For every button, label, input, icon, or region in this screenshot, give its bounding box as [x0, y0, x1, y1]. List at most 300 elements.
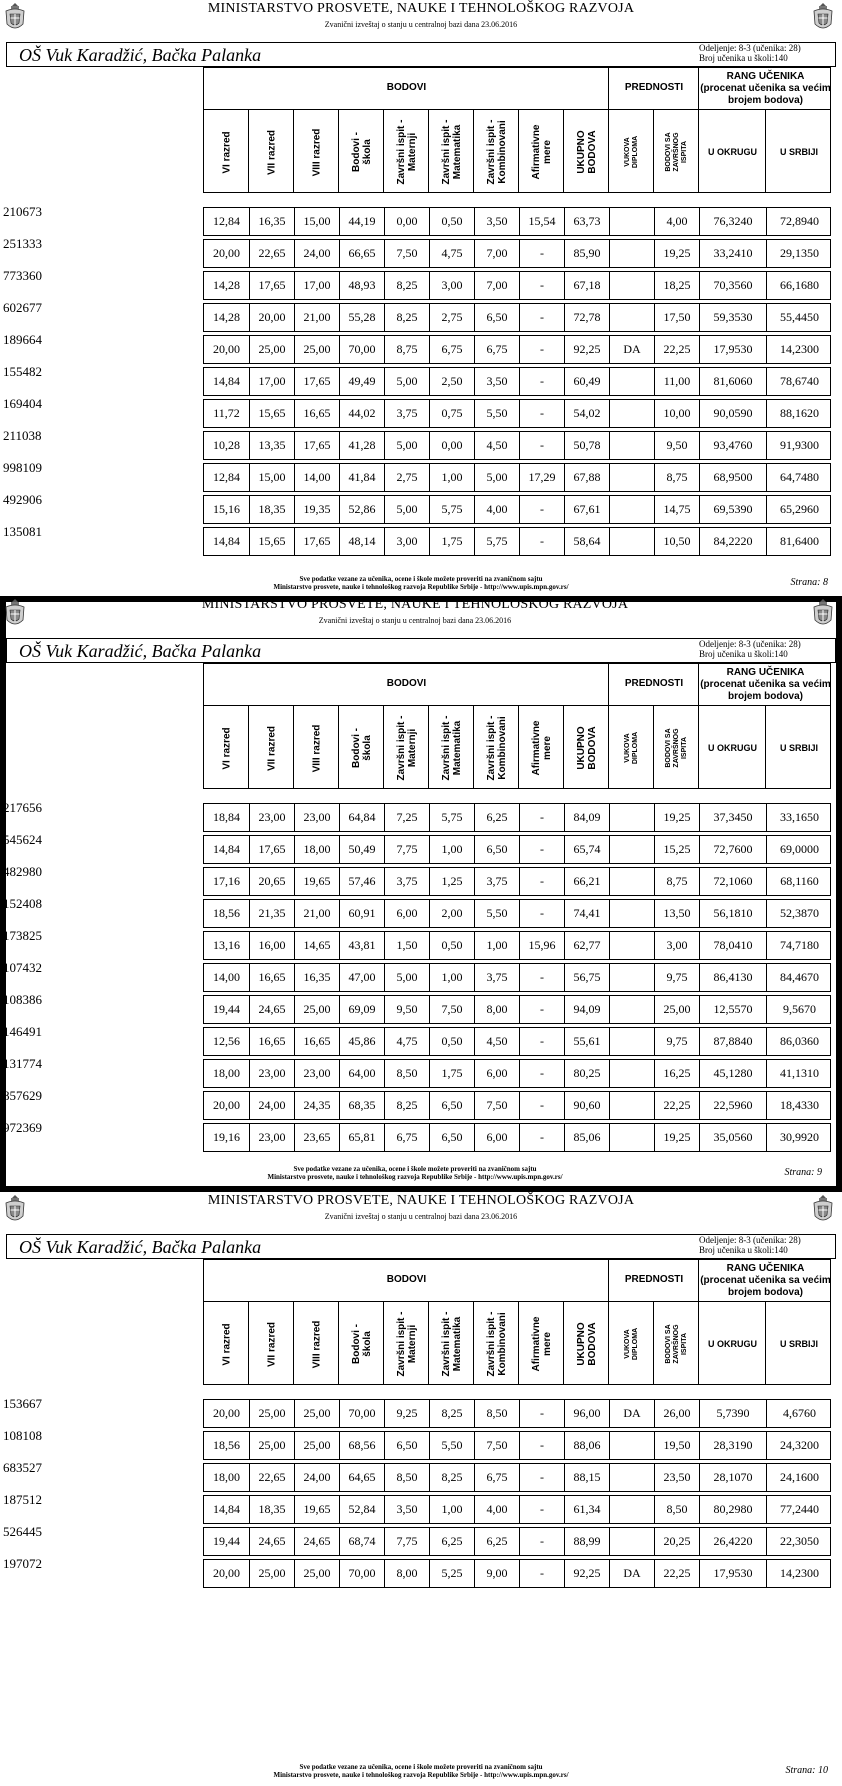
- student-code: 251333: [3, 236, 42, 251]
- col-header-vi-razred: VI razred: [221, 726, 232, 770]
- column-divider: [383, 706, 384, 788]
- cell-zavrsni-matematika: 0,50: [429, 208, 474, 235]
- col-header-bodovi-zavrsnog-ispita: BODOVI SA ZAVRŠNOG ISPITA: [664, 132, 688, 172]
- table-row: [0, 831, 842, 863]
- cell-zavrsni-maternji: 5,00: [384, 964, 429, 991]
- column-divider: [653, 1302, 654, 1384]
- column-divider: [563, 1302, 564, 1384]
- col-header-vii-razred: VII razred: [266, 129, 277, 175]
- col-header-vukova-diploma: VUKOVA DIPLOMA: [623, 135, 639, 169]
- cell-afirmativne-mere: -: [519, 1432, 564, 1459]
- cell-vukova-diploma: [609, 1124, 654, 1151]
- cell-afirmativne-mere: -: [519, 272, 564, 299]
- cell-vukova-diploma: [609, 464, 654, 491]
- row-values: [203, 963, 831, 992]
- column-divider: [428, 706, 429, 788]
- cell-vii-razred: 23,00: [249, 804, 294, 831]
- cell-zavrsni-maternji: 8,50: [384, 1464, 429, 1491]
- cell-viii-razred: 25,00: [294, 996, 339, 1023]
- cell-bodovi-zavrsnog-ispita: 16,25: [654, 1060, 699, 1087]
- cell-zavrsni-kombinovani: 8,50: [474, 1400, 519, 1427]
- table-row: [0, 1427, 842, 1459]
- cell-rang-okrug: 87,8840: [699, 1028, 766, 1055]
- cell-rang-srbija: 29,1350: [766, 240, 832, 267]
- cell-vii-razred: 16,65: [249, 1028, 294, 1055]
- footer-note: Sve podatke vezane za učenika, ocene i škole možete proveriti na zvaničnom sajtu: [299, 1763, 543, 1771]
- cell-vii-razred: 16,65: [249, 964, 294, 991]
- cell-bodovi-skola: 60,91: [339, 900, 384, 927]
- school-name: OŠ Vuk Karadžić, Bačka Palanka: [19, 1237, 262, 1257]
- col-header-viii-razred: VIII razred: [311, 1320, 322, 1368]
- cell-bodovi-zavrsnog-ispita: 8,50: [654, 1496, 699, 1523]
- cell-zavrsni-kombinovani: 3,50: [474, 208, 519, 235]
- cell-bodovi-zavrsnog-ispita: 9,75: [654, 1028, 699, 1055]
- cell-vi-razred: 20,00: [213, 246, 240, 260]
- row-values: [203, 527, 831, 556]
- page-number: Strana: 10: [785, 1765, 828, 1776]
- row-values: [203, 835, 831, 864]
- table-row: [0, 1023, 842, 1055]
- table-row: [0, 1119, 842, 1151]
- cell-bodovi-zavrsnog-ispita: 15,25: [654, 836, 699, 863]
- cell-zavrsni-kombinovani: 7,50: [474, 1092, 519, 1119]
- cell-bodovi-skola: 65,81: [339, 1124, 384, 1151]
- cell-zavrsni-kombinovani: 5,50: [474, 400, 519, 427]
- student-code: 152408: [3, 896, 42, 911]
- cell-afirmativne-mere: -: [519, 804, 564, 831]
- table-header: [203, 663, 831, 789]
- cell-rang-okrug: 56,1810: [699, 900, 766, 927]
- cell-rang-srbija: 66,1680: [766, 272, 832, 299]
- cell-zavrsni-maternji: 5,00: [384, 432, 429, 459]
- cell-vii-razred: 23,00: [249, 1060, 294, 1087]
- cell-bodovi-zavrsnog-ispita: 22,25: [654, 1092, 699, 1119]
- cell-rang-srbija: 69,0000: [766, 836, 832, 863]
- cell-bodovi-skola: 48,93: [339, 272, 384, 299]
- cell-viii-razred: 23,65: [294, 1124, 339, 1151]
- table-row: [0, 1459, 842, 1491]
- cell-zavrsni-kombinovani: 5,75: [474, 528, 519, 555]
- cell-zavrsni-matematika: 8,25: [429, 1464, 474, 1491]
- cell-bodovi-zavrsnog-ispita: 10,50: [654, 528, 699, 555]
- cell-zavrsni-matematika: 6,50: [429, 1092, 474, 1119]
- cell-zavrsni-maternji: 9,50: [384, 996, 429, 1023]
- col-header-rang-okrug: U OKRUGU: [708, 1339, 757, 1349]
- cell-rang-okrug: 22,5960: [699, 1092, 766, 1119]
- group-bodovi: BODOVI: [386, 678, 427, 689]
- cell-zavrsni-maternji: 6,00: [384, 900, 429, 927]
- cell-zavrsni-matematika: 2,00: [429, 900, 474, 927]
- cell-rang-okrug: 72,7600: [699, 836, 766, 863]
- cell-ukupno-bodova: 60,49: [564, 368, 609, 395]
- cell-vukova-diploma: [609, 1464, 654, 1491]
- cell-vi-razred: 20,00: [213, 1566, 240, 1580]
- col-header-bodovi-zavrsnog-ispita: BODOVI SA ZAVRŠNOG ISPITA: [664, 728, 688, 768]
- cell-afirmativne-mere: -: [519, 336, 564, 363]
- cell-zavrsni-maternji: 7,25: [384, 804, 429, 831]
- cell-zavrsni-matematika: 5,75: [429, 804, 474, 831]
- cell-vii-razred: 24,65: [249, 996, 294, 1023]
- cell-viii-razred: 24,35: [294, 1092, 339, 1119]
- cell-vukova-diploma: [609, 1092, 654, 1119]
- col-header-zavrsni-kombinovani: Završni ispit - Kombinovani: [485, 1311, 508, 1377]
- report-page: [0, 596, 842, 1192]
- cell-viii-razred: 19,65: [294, 1496, 339, 1523]
- row-values: [203, 399, 831, 428]
- student-code: 972369: [3, 1120, 42, 1135]
- cell-zavrsni-matematika: 1,00: [429, 464, 474, 491]
- cell-zavrsni-maternji: 8,25: [384, 1092, 429, 1119]
- cell-bodovi-zavrsnog-ispita: 10,00: [654, 400, 699, 427]
- cell-afirmativne-mere: -: [519, 1400, 564, 1427]
- cell-vii-razred: 17,65: [249, 272, 294, 299]
- group-divider-h: [204, 705, 830, 706]
- cell-vi-razred: 14,28: [213, 310, 240, 324]
- group-divider-h: [204, 1301, 830, 1302]
- row-values: [203, 1123, 831, 1152]
- column-divider: [338, 1302, 339, 1384]
- page-number: Strana: 8: [790, 577, 828, 588]
- cell-zavrsni-kombinovani: 6,00: [474, 1124, 519, 1151]
- cell-bodovi-skola: 43,81: [339, 932, 384, 959]
- cell-rang-srbija: 24,3200: [766, 1432, 832, 1459]
- cell-viii-razred: 17,65: [294, 432, 339, 459]
- cell-zavrsni-matematika: 2,50: [429, 368, 474, 395]
- group-prednosti: PREDNOSTI: [624, 1274, 684, 1285]
- cell-bodovi-zavrsnog-ispita: 23,50: [654, 1464, 699, 1491]
- column-divider: [563, 110, 564, 192]
- student-code: 108108: [3, 1428, 42, 1443]
- cell-rang-srbija: 9,5670: [766, 996, 832, 1023]
- student-code: 153667: [3, 1396, 42, 1411]
- col-header-bodovi-skola: Bodovi - škola: [350, 728, 373, 768]
- cell-bodovi-skola: 50,49: [339, 836, 384, 863]
- table-row: [0, 363, 842, 395]
- cell-ukupno-bodova: 84,09: [564, 804, 609, 831]
- student-code: 492906: [3, 492, 42, 507]
- school-name: OŠ Vuk Karadžić, Bačka Palanka: [19, 641, 262, 661]
- cell-zavrsni-maternji: 3,50: [384, 1496, 429, 1523]
- cell-vi-razred: 14,28: [213, 278, 240, 292]
- cell-bodovi-zavrsnog-ispita: 13,50: [654, 900, 699, 927]
- report-date-line: Zvanični izveštaj o stanju u centralnoj bazi dana 23.06.2016: [324, 1212, 518, 1221]
- ministry-title: MINISTARSTVO PROSVETE, NAUKE I TEHNOLOŠKOG RAZVOJA: [201, 597, 629, 612]
- row-values: [203, 1559, 831, 1588]
- row-values: [203, 271, 831, 300]
- cell-vi-razred: 19,16: [213, 1130, 240, 1144]
- cell-zavrsni-maternji: 3,00: [384, 528, 429, 555]
- column-divider: [248, 706, 249, 788]
- cell-vii-razred: 20,00: [249, 304, 294, 331]
- student-code: 545624: [3, 832, 42, 847]
- cell-viii-razred: 25,00: [294, 1560, 339, 1587]
- cell-rang-okrug: 5,7390: [699, 1400, 766, 1427]
- col-header-rang-srbija: U SRBIJI: [779, 147, 818, 157]
- cell-ukupno-bodova: 88,06: [564, 1432, 609, 1459]
- cell-zavrsni-matematika: 1,00: [429, 836, 474, 863]
- cell-bodovi-skola: 57,46: [339, 868, 384, 895]
- cell-vukova-diploma: [609, 432, 654, 459]
- cell-rang-srbija: 41,1310: [766, 1060, 832, 1087]
- report-date-line: Zvanični izveštaj o stanju u centralnoj bazi dana 23.06.2016: [324, 20, 518, 29]
- cell-bodovi-zavrsnog-ispita: 19,25: [654, 804, 699, 831]
- cell-bodovi-skola: 52,84: [339, 1496, 384, 1523]
- school-count: Broj učenika u školi:140: [699, 649, 788, 659]
- class-info: Odeljenje: 8-3 (učenika: 28): [699, 1235, 801, 1245]
- col-header-vii-razred: VII razred: [266, 725, 277, 771]
- cell-viii-razred: 16,65: [294, 1028, 339, 1055]
- class-info: Odeljenje: 8-3 (učenika: 28): [699, 639, 801, 649]
- footer-link[interactable]: Ministarstvo prosvete, nauke i tehnološkog razvoja Republike Srbije - http://www.upis.mpn.gov.rs/: [267, 1173, 563, 1181]
- cell-zavrsni-kombinovani: 4,50: [474, 1028, 519, 1055]
- cell-viii-razred: 25,00: [294, 1432, 339, 1459]
- student-code: 998109: [3, 460, 42, 475]
- column-divider: [473, 1302, 474, 1384]
- student-code: 135081: [3, 524, 42, 539]
- cell-ukupno-bodova: 54,02: [564, 400, 609, 427]
- cell-zavrsni-maternji: 8,25: [384, 304, 429, 331]
- cell-afirmativne-mere: -: [519, 868, 564, 895]
- cell-zavrsni-kombinovani: 6,00: [474, 1060, 519, 1087]
- student-code: 482980: [3, 864, 42, 879]
- col-header-zavrsni-kombinovani: Završni ispit - Kombinovani: [485, 715, 508, 781]
- row-values: [203, 335, 831, 364]
- cell-vi-razred: 19,44: [213, 1002, 240, 1016]
- cell-zavrsni-maternji: 6,50: [384, 1432, 429, 1459]
- row-values: [203, 431, 831, 460]
- cell-rang-srbija: 88,1620: [766, 400, 832, 427]
- cell-vii-razred: 17,00: [249, 368, 294, 395]
- cell-vii-razred: 18,35: [249, 1496, 294, 1523]
- cell-bodovi-skola: 49,49: [339, 368, 384, 395]
- cell-zavrsni-matematika: 4,75: [429, 240, 474, 267]
- cell-afirmativne-mere: -: [519, 1560, 564, 1587]
- cell-vukova-diploma: DA: [609, 1560, 654, 1587]
- column-divider: [563, 706, 564, 788]
- cell-rang-okrug: 59,3530: [699, 304, 766, 331]
- row-values: [203, 1463, 831, 1492]
- student-code: 107432: [3, 960, 42, 975]
- report-page: [0, 1192, 842, 1786]
- footer-link[interactable]: Ministarstvo prosvete, nauke i tehnološkog razvoja Republike Srbije - http://www.upis.mpn.gov.rs/: [273, 1771, 569, 1779]
- cell-rang-okrug: 26,4220: [699, 1528, 766, 1555]
- cell-vii-razred: 20,65: [249, 868, 294, 895]
- column-divider: [293, 110, 294, 192]
- cell-viii-razred: 25,00: [294, 336, 339, 363]
- cell-zavrsni-kombinovani: 9,00: [474, 1560, 519, 1587]
- cell-bodovi-skola: 55,28: [339, 304, 384, 331]
- school-count: Broj učenika u školi:140: [699, 53, 788, 63]
- cell-viii-razred: 16,65: [294, 400, 339, 427]
- cell-rang-okrug: 45,1280: [699, 1060, 766, 1087]
- cell-rang-okrug: 68,9500: [699, 464, 766, 491]
- cell-zavrsni-kombinovani: 5,50: [474, 900, 519, 927]
- cell-zavrsni-matematika: 1,75: [429, 1060, 474, 1087]
- student-code: 169404: [3, 396, 42, 411]
- cell-afirmativne-mere: -: [519, 432, 564, 459]
- col-header-vukova-diploma: VUKOVA DIPLOMA: [623, 1327, 639, 1361]
- cell-bodovi-skola: 47,00: [339, 964, 384, 991]
- column-divider: [428, 1302, 429, 1384]
- cell-ukupno-bodova: 55,61: [564, 1028, 609, 1055]
- cell-vii-razred: 23,00: [249, 1124, 294, 1151]
- group-bodovi: BODOVI: [386, 1274, 427, 1285]
- cell-rang-srbija: 55,4450: [766, 304, 832, 331]
- footer-link[interactable]: Ministarstvo prosvete, nauke i tehnološkog razvoja Republike Srbije - http://www.upis.mpn.gov.rs/: [273, 583, 569, 591]
- col-header-viii-razred: VIII razred: [311, 724, 322, 772]
- table-row: [0, 491, 842, 523]
- cell-ukupno-bodova: 67,88: [564, 464, 609, 491]
- row-values: [203, 803, 831, 832]
- cell-ukupno-bodova: 50,78: [564, 432, 609, 459]
- group-prednosti: PREDNOSTI: [624, 678, 684, 689]
- student-code: 217656: [3, 800, 42, 815]
- cell-zavrsni-matematika: 0,75: [429, 400, 474, 427]
- report-page: [0, 0, 842, 596]
- cell-zavrsni-kombinovani: 1,00: [474, 932, 519, 959]
- cell-vukova-diploma: [609, 208, 654, 235]
- cell-vukova-diploma: [609, 804, 654, 831]
- cell-afirmativne-mere: -: [519, 528, 564, 555]
- cell-viii-razred: 24,00: [294, 240, 339, 267]
- cell-afirmativne-mere: -: [519, 964, 564, 991]
- table-header: [203, 1259, 831, 1385]
- cell-rang-srbija: 68,1160: [766, 868, 832, 895]
- cell-viii-razred: 14,00: [294, 464, 339, 491]
- cell-bodovi-skola: 66,65: [339, 240, 384, 267]
- cell-zavrsni-kombinovani: 6,25: [474, 1528, 519, 1555]
- cell-vii-razred: 13,35: [249, 432, 294, 459]
- cell-vukova-diploma: [609, 1028, 654, 1055]
- cell-zavrsni-maternji: 9,25: [384, 1400, 429, 1427]
- cell-rang-srbija: 22,3050: [766, 1528, 832, 1555]
- cell-vii-razred: 16,00: [249, 932, 294, 959]
- row-values: [203, 1431, 831, 1460]
- cell-ukupno-bodova: 72,78: [564, 304, 609, 331]
- cell-zavrsni-matematika: 1,00: [429, 964, 474, 991]
- cell-zavrsni-maternji: 1,50: [384, 932, 429, 959]
- cell-viii-razred: 21,00: [294, 304, 339, 331]
- col-header-bodovi-skola: Bodovi - škola: [350, 132, 373, 172]
- cell-afirmativne-mere: -: [519, 1528, 564, 1555]
- cell-zavrsni-matematika: 5,75: [429, 496, 474, 523]
- cell-vukova-diploma: [609, 496, 654, 523]
- cell-vi-razred: 13,16: [213, 938, 240, 952]
- cell-vii-razred: 21,35: [249, 900, 294, 927]
- cell-vukova-diploma: [609, 836, 654, 863]
- row-values: [203, 1527, 831, 1556]
- cell-afirmativne-mere: -: [519, 900, 564, 927]
- row-values: [203, 367, 831, 396]
- cell-viii-razred: 24,65: [294, 1528, 339, 1555]
- row-values: [203, 1091, 831, 1120]
- cell-ukupno-bodova: 62,77: [564, 932, 609, 959]
- cell-bodovi-skola: 70,00: [339, 1560, 384, 1587]
- page-number: Strana: 9: [784, 1167, 822, 1178]
- cell-vii-razred: 15,65: [249, 528, 294, 555]
- cell-ukupno-bodova: 88,99: [564, 1528, 609, 1555]
- cell-rang-okrug: 81,6060: [699, 368, 766, 395]
- student-code: 210673: [3, 204, 42, 219]
- cell-zavrsni-kombinovani: 6,75: [474, 1464, 519, 1491]
- column-divider: [338, 110, 339, 192]
- cell-vi-razred: 14,84: [213, 842, 240, 856]
- cell-zavrsni-matematika: 2,75: [429, 304, 474, 331]
- cell-afirmativne-mere: -: [519, 1496, 564, 1523]
- cell-afirmativne-mere: -: [519, 368, 564, 395]
- cell-viii-razred: 17,00: [294, 272, 339, 299]
- cell-afirmativne-mere: -: [519, 400, 564, 427]
- table-row: [0, 1523, 842, 1555]
- table-row: [0, 1087, 842, 1119]
- cell-ukupno-bodova: 56,75: [564, 964, 609, 991]
- cell-bodovi-zavrsnog-ispita: 19,25: [654, 1124, 699, 1151]
- student-code: 146491: [3, 1024, 42, 1039]
- cell-rang-okrug: 33,2410: [699, 240, 766, 267]
- cell-zavrsni-matematika: 0,50: [429, 1028, 474, 1055]
- cell-bodovi-skola: 41,28: [339, 432, 384, 459]
- row-values: [203, 463, 831, 492]
- cell-vukova-diploma: [609, 1528, 654, 1555]
- cell-vukova-diploma: [609, 400, 654, 427]
- cell-afirmativne-mere: -: [519, 1060, 564, 1087]
- cell-afirmativne-mere: -: [519, 496, 564, 523]
- table-row: [0, 799, 842, 831]
- cell-bodovi-zavrsnog-ispita: 19,25: [654, 240, 699, 267]
- cell-rang-srbija: 24,1600: [766, 1464, 832, 1491]
- cell-vii-razred: 22,65: [249, 240, 294, 267]
- row-values: [203, 867, 831, 896]
- cell-viii-razred: 14,65: [294, 932, 339, 959]
- cell-rang-okrug: 28,1070: [699, 1464, 766, 1491]
- cell-rang-srbija: 30,9920: [766, 1124, 832, 1151]
- cell-bodovi-zavrsnog-ispita: 22,25: [654, 336, 699, 363]
- row-values: [203, 1059, 831, 1088]
- cell-bodovi-zavrsnog-ispita: 9,50: [654, 432, 699, 459]
- table-row: [0, 1395, 842, 1427]
- student-code: 683527: [3, 1460, 42, 1475]
- student-code: 131774: [3, 1056, 42, 1071]
- column-divider: [653, 110, 654, 192]
- table-row: [0, 1491, 842, 1523]
- row-values: [203, 303, 831, 332]
- column-divider: [518, 706, 519, 788]
- col-header-afirmativne-mere: Afirmativne mere: [530, 720, 553, 776]
- cell-bodovi-zavrsnog-ispita: 14,75: [654, 496, 699, 523]
- cell-ukupno-bodova: 67,61: [564, 496, 609, 523]
- cell-zavrsni-kombinovani: 7,00: [474, 240, 519, 267]
- cell-afirmativne-mere: -: [519, 1028, 564, 1055]
- cell-zavrsni-maternji: 0,00: [384, 208, 429, 235]
- student-code: 211038: [3, 428, 42, 443]
- table-row: [0, 927, 842, 959]
- cell-vi-razred: 12,84: [213, 214, 240, 228]
- school-name: OŠ Vuk Karadžić, Bačka Palanka: [19, 45, 262, 65]
- cell-vi-razred: 20,00: [213, 1406, 240, 1420]
- cell-zavrsni-maternji: 2,75: [384, 464, 429, 491]
- cell-viii-razred: 15,00: [294, 208, 339, 235]
- cell-vukova-diploma: DA: [609, 336, 654, 363]
- cell-zavrsni-maternji: 7,75: [384, 1528, 429, 1555]
- school-meta: [699, 1235, 801, 1255]
- cell-ukupno-bodova: 66,21: [564, 868, 609, 895]
- cell-afirmativne-mere: 17,29: [519, 464, 564, 491]
- cell-zavrsni-maternji: 5,00: [384, 496, 429, 523]
- cell-viii-razred: 17,65: [294, 368, 339, 395]
- cell-ukupno-bodova: 58,64: [564, 528, 609, 555]
- cell-vii-razred: 22,65: [249, 1464, 294, 1491]
- column-divider: [383, 1302, 384, 1384]
